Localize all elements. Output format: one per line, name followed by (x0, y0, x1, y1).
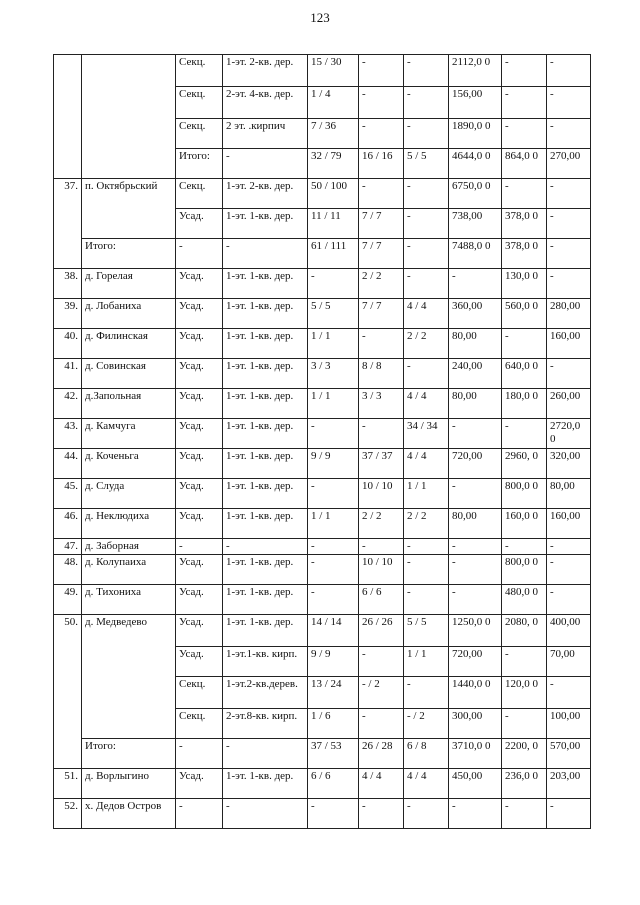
table-cell: 260,00 (547, 389, 591, 419)
table-cell: - (223, 239, 308, 269)
table-cell: Усад. (176, 329, 223, 359)
table-cell: 45. (54, 479, 82, 509)
table-cell: 1-эт. 1-кв. дер. (223, 359, 308, 389)
table-cell: - (308, 269, 359, 299)
table-cell: 1-эт. 1-кв. дер. (223, 555, 308, 585)
table-cell: 4644,0 0 (449, 149, 502, 179)
table-cell: - (502, 419, 547, 449)
table-row (54, 239, 591, 269)
table-row (54, 269, 591, 299)
table-cell: - (308, 799, 359, 829)
table-cell: 7 / 7 (359, 299, 404, 329)
table-cell: - (404, 677, 449, 709)
table-cell: 42. (54, 389, 82, 419)
table-cell: - (547, 239, 591, 269)
page-number: 123 (310, 10, 330, 25)
table-cell: 720,00 (449, 647, 502, 677)
table-cell: - (404, 359, 449, 389)
table-cell: д. Горелая (82, 269, 176, 299)
table-cell: Усад. (176, 585, 223, 615)
table-cell: - (359, 539, 404, 555)
table-cell: 37 / 53 (308, 739, 359, 769)
table-cell: Секц. (176, 119, 223, 149)
table-cell: - (176, 799, 223, 829)
table-row (54, 799, 591, 829)
table-cell: д. Заборная (82, 539, 176, 555)
table-cell: 1 / 1 (308, 389, 359, 419)
table-cell: 39. (54, 299, 82, 329)
table-row (54, 299, 591, 329)
table-cell: - (308, 539, 359, 555)
table-cell: Итого: (82, 739, 176, 769)
table-cell: 43. (54, 419, 82, 449)
table-cell: д.Запольная (82, 389, 176, 419)
table-cell: 4 / 4 (404, 299, 449, 329)
table-cell: 37. (54, 179, 82, 269)
table-cell: - (176, 239, 223, 269)
table-cell: д. Филинская (82, 329, 176, 359)
table-cell: 49. (54, 585, 82, 615)
table-cell: 3710,0 0 (449, 739, 502, 769)
table-cell: 38. (54, 269, 82, 299)
table-cell: - (404, 55, 449, 87)
table-cell: 160,00 (547, 329, 591, 359)
table-cell: 32 / 79 (308, 149, 359, 179)
table-cell: 1-эт. 1-кв. дер. (223, 509, 308, 539)
table-cell: 160,00 (547, 509, 591, 539)
table-row (54, 55, 591, 87)
table-cell: - (547, 87, 591, 119)
table-cell: - (308, 479, 359, 509)
table-cell: Секц. (176, 55, 223, 87)
table-cell: 13 / 24 (308, 677, 359, 709)
table-cell: - (547, 799, 591, 829)
table-cell: - (223, 739, 308, 769)
table-cell: - (308, 419, 359, 449)
table-cell: 51. (54, 769, 82, 799)
table-cell: 2960, 0 (502, 449, 547, 479)
table-cell: 80,00 (449, 329, 502, 359)
table-cell: - (176, 739, 223, 769)
table-cell (82, 55, 176, 179)
table-cell: 10 / 10 (359, 555, 404, 585)
table-cell: 4 / 4 (404, 389, 449, 419)
table-cell: 1-эт. 1-кв. дер. (223, 769, 308, 799)
table-cell: 864,0 0 (502, 149, 547, 179)
table-cell: Усад. (176, 389, 223, 419)
table-cell: - (359, 55, 404, 87)
table-cell: 11 / 11 (308, 209, 359, 239)
table-cell: 6 / 6 (308, 769, 359, 799)
table-cell: 2200, 0 (502, 739, 547, 769)
table-cell: 1890,0 0 (449, 119, 502, 149)
table-cell: 320,00 (547, 449, 591, 479)
table-cell: 1-эт. 1-кв. дер. (223, 419, 308, 449)
table-cell: - (359, 647, 404, 677)
table-cell: - (359, 709, 404, 739)
table-cell: 1-эт. 1-кв. дер. (223, 329, 308, 359)
table-row (54, 615, 591, 647)
table-cell: 570,00 (547, 739, 591, 769)
table-cell: Усад. (176, 269, 223, 299)
table-cell: 2-эт. 4-кв. дер. (223, 87, 308, 119)
table-cell: 156,00 (449, 87, 502, 119)
table-cell: 270,00 (547, 149, 591, 179)
table-cell: 130,0 0 (502, 269, 547, 299)
table-cell: 7488,0 0 (449, 239, 502, 269)
table-cell: - (449, 585, 502, 615)
table-cell: 4 / 4 (404, 769, 449, 799)
table-cell: 5 / 5 (404, 149, 449, 179)
table-row (54, 769, 591, 799)
table-cell: 378,0 0 (502, 209, 547, 239)
table-cell: Усад. (176, 509, 223, 539)
table-cell: 480,0 0 (502, 585, 547, 615)
table-cell: - (449, 539, 502, 555)
table-cell: - (547, 539, 591, 555)
table-cell: - (404, 269, 449, 299)
table-cell: - (176, 539, 223, 555)
table-cell: 3 / 3 (308, 359, 359, 389)
table-cell: - (547, 677, 591, 709)
table-cell: - / 2 (359, 677, 404, 709)
table-cell: 1-эт. 1-кв. дер. (223, 615, 308, 647)
table-cell: Секц. (176, 677, 223, 709)
table-cell: 1-эт. 1-кв. дер. (223, 269, 308, 299)
table-cell: 37 / 37 (359, 449, 404, 479)
table-cell: 3 / 3 (359, 389, 404, 419)
table-cell: - (359, 419, 404, 449)
table-cell: - (547, 555, 591, 585)
table-body (54, 55, 591, 829)
table-cell: 2 / 2 (404, 509, 449, 539)
table-cell: 280,00 (547, 299, 591, 329)
table-row (54, 479, 591, 509)
table-cell: 2112,0 0 (449, 55, 502, 87)
table-cell: 48. (54, 555, 82, 585)
table-cell: 300,00 (449, 709, 502, 739)
table-row (54, 179, 591, 209)
table-cell: 180,0 0 (502, 389, 547, 419)
table-cell: 2720,0 0 (547, 419, 591, 449)
table-cell: 720,00 (449, 449, 502, 479)
table-cell: Секц. (176, 709, 223, 739)
table-cell: - (223, 149, 308, 179)
table-cell: 6750,0 0 (449, 179, 502, 209)
housing-stock-table (53, 54, 591, 829)
table-cell: 800,0 0 (502, 479, 547, 509)
table-cell: - / 2 (404, 709, 449, 739)
table-cell: 2 / 2 (359, 509, 404, 539)
table-cell: - (547, 55, 591, 87)
table-cell: Усад. (176, 419, 223, 449)
table-cell: - (502, 329, 547, 359)
table-cell: 1-эт. 1-кв. дер. (223, 209, 308, 239)
table-cell: д. Колупаиха (82, 555, 176, 585)
table-cell: - (502, 119, 547, 149)
table-cell: п. Октябрьский (82, 179, 176, 239)
table-cell: 15 / 30 (308, 55, 359, 87)
table-cell: д. Слуда (82, 479, 176, 509)
table-cell: 1 / 1 (308, 329, 359, 359)
table-cell: 1-эт. 2-кв. дер. (223, 55, 308, 87)
table-cell: - (547, 179, 591, 209)
table-cell: - (404, 179, 449, 209)
table-cell: - (404, 239, 449, 269)
table-cell: Усад. (176, 209, 223, 239)
table-cell: - (449, 269, 502, 299)
table-cell: - (308, 555, 359, 585)
table-cell: - (547, 209, 591, 239)
table-cell: - (404, 87, 449, 119)
table-cell: 1250,0 0 (449, 615, 502, 647)
table-row (54, 449, 591, 479)
table-cell: - (359, 329, 404, 359)
table-cell: 9 / 9 (308, 449, 359, 479)
table-cell: 7 / 7 (359, 209, 404, 239)
table-cell: 1 / 1 (308, 509, 359, 539)
table-row (54, 539, 591, 555)
table-cell: 4 / 4 (404, 449, 449, 479)
table-cell: Усад. (176, 769, 223, 799)
table-cell: 1 / 6 (308, 709, 359, 739)
table-cell: - (404, 555, 449, 585)
table-cell: 7 / 7 (359, 239, 404, 269)
table-cell: - (359, 87, 404, 119)
table-row (54, 419, 591, 449)
table-cell: - (308, 585, 359, 615)
table-cell: 2 / 2 (404, 329, 449, 359)
table-cell: д. Ворлыгино (82, 769, 176, 799)
table-cell: - (547, 119, 591, 149)
table-cell: 61 / 111 (308, 239, 359, 269)
table-cell: - (502, 87, 547, 119)
table-cell: 400,00 (547, 615, 591, 647)
table-cell: 120,0 0 (502, 677, 547, 709)
table-cell: 1 / 1 (404, 479, 449, 509)
table-cell: 9 / 9 (308, 647, 359, 677)
table-cell: 4 / 4 (359, 769, 404, 799)
table-cell: - (502, 799, 547, 829)
table-row (54, 555, 591, 585)
table-cell: д. Совинская (82, 359, 176, 389)
table-cell: Секц. (176, 87, 223, 119)
table-cell: 40. (54, 329, 82, 359)
table-cell: - (449, 419, 502, 449)
table-cell: д. Неклюдиха (82, 509, 176, 539)
table-cell: д. Коченьга (82, 449, 176, 479)
table-cell: 46. (54, 509, 82, 539)
table-row (54, 389, 591, 419)
table-cell: - (502, 179, 547, 209)
table-cell: 10 / 10 (359, 479, 404, 509)
table-cell: 50 / 100 (308, 179, 359, 209)
table-cell: 1 / 4 (308, 87, 359, 119)
table-cell: 2-эт.8-кв. кирп. (223, 709, 308, 739)
table-cell: 100,00 (547, 709, 591, 739)
table-cell: 1-эт. 1-кв. дер. (223, 449, 308, 479)
table-cell: д. Медведево (82, 615, 176, 739)
table-cell: - (502, 709, 547, 739)
table-cell: - (359, 799, 404, 829)
table-cell: Усад. (176, 555, 223, 585)
table-row (54, 585, 591, 615)
table-cell: д. Тихониха (82, 585, 176, 615)
table-cell: 1440,0 0 (449, 677, 502, 709)
table-cell: 2080, 0 (502, 615, 547, 647)
table-cell: 80,00 (449, 509, 502, 539)
table-cell: 2 / 2 (359, 269, 404, 299)
table-cell: Усад. (176, 299, 223, 329)
table-cell: д. Камчуга (82, 419, 176, 449)
table-cell: Усад. (176, 615, 223, 647)
table-cell: 14 / 14 (308, 615, 359, 647)
table-cell: - (547, 585, 591, 615)
table-cell: Итого: (176, 149, 223, 179)
table-cell: 52. (54, 799, 82, 829)
table-cell (54, 55, 82, 179)
table-cell: 1-эт. 1-кв. дер. (223, 299, 308, 329)
table-cell: 47. (54, 539, 82, 555)
table-cell: 378,0 0 (502, 239, 547, 269)
table-cell: 16 / 16 (359, 149, 404, 179)
table-cell: 236,0 0 (502, 769, 547, 799)
table-cell: - (547, 269, 591, 299)
table-cell: 1-эт.1-кв. кирп. (223, 647, 308, 677)
table-cell: - (404, 799, 449, 829)
table-cell: 26 / 28 (359, 739, 404, 769)
table-cell: - (223, 539, 308, 555)
table-cell: 70,00 (547, 647, 591, 677)
table-cell: 80,00 (547, 479, 591, 509)
table-cell: 160,0 0 (502, 509, 547, 539)
table-cell: 80,00 (449, 389, 502, 419)
table-cell: - (404, 585, 449, 615)
table-cell: - (359, 119, 404, 149)
table-cell: 26 / 26 (359, 615, 404, 647)
table-cell: - (449, 479, 502, 509)
table-cell: 41. (54, 359, 82, 389)
table-cell: Усад. (176, 479, 223, 509)
table-cell: 5 / 5 (308, 299, 359, 329)
table-cell: 1-эт. 1-кв. дер. (223, 389, 308, 419)
table-cell: 360,00 (449, 299, 502, 329)
table-cell: 450,00 (449, 769, 502, 799)
table-row (54, 329, 591, 359)
table-cell: 203,00 (547, 769, 591, 799)
table-cell: 7 / 36 (308, 119, 359, 149)
table-cell: 1-эт. 1-кв. дер. (223, 585, 308, 615)
table-cell: 560,0 0 (502, 299, 547, 329)
table-cell: - (449, 555, 502, 585)
table-cell: - (502, 647, 547, 677)
table-cell: 1-эт.2-кв.дерев. (223, 677, 308, 709)
table-row (54, 359, 591, 389)
table-cell: 5 / 5 (404, 615, 449, 647)
table-cell: Усад. (176, 449, 223, 479)
table-cell: д. Лобаниха (82, 299, 176, 329)
table-cell: 738,00 (449, 209, 502, 239)
table-cell: 2 эт. .кирпич (223, 119, 308, 149)
table-row (54, 739, 591, 769)
table-cell: 240,00 (449, 359, 502, 389)
table-cell: 640,0 0 (502, 359, 547, 389)
table-cell: 8 / 8 (359, 359, 404, 389)
table-cell: Итого: (82, 239, 176, 269)
table-cell: Усад. (176, 647, 223, 677)
table-row (54, 509, 591, 539)
table-cell: - (502, 539, 547, 555)
table-cell: 800,0 0 (502, 555, 547, 585)
table-cell: 1 / 1 (404, 647, 449, 677)
table-cell: - (449, 799, 502, 829)
table-cell: х. Дедов Остров (82, 799, 176, 829)
table-cell: - (359, 179, 404, 209)
table-cell: - (404, 539, 449, 555)
table-cell: - (223, 799, 308, 829)
table-cell: Усад. (176, 359, 223, 389)
table-cell: Секц. (176, 179, 223, 209)
table-cell: - (404, 209, 449, 239)
table-cell: - (502, 55, 547, 87)
table-cell: 6 / 6 (359, 585, 404, 615)
table-cell: 1-эт. 2-кв. дер. (223, 179, 308, 209)
table-cell: - (404, 119, 449, 149)
table-cell: 6 / 8 (404, 739, 449, 769)
table-cell: 1-эт. 1-кв. дер. (223, 479, 308, 509)
table-cell: 50. (54, 615, 82, 769)
table-cell: 44. (54, 449, 82, 479)
table-cell: 34 / 34 (404, 419, 449, 449)
table-cell: - (547, 359, 591, 389)
